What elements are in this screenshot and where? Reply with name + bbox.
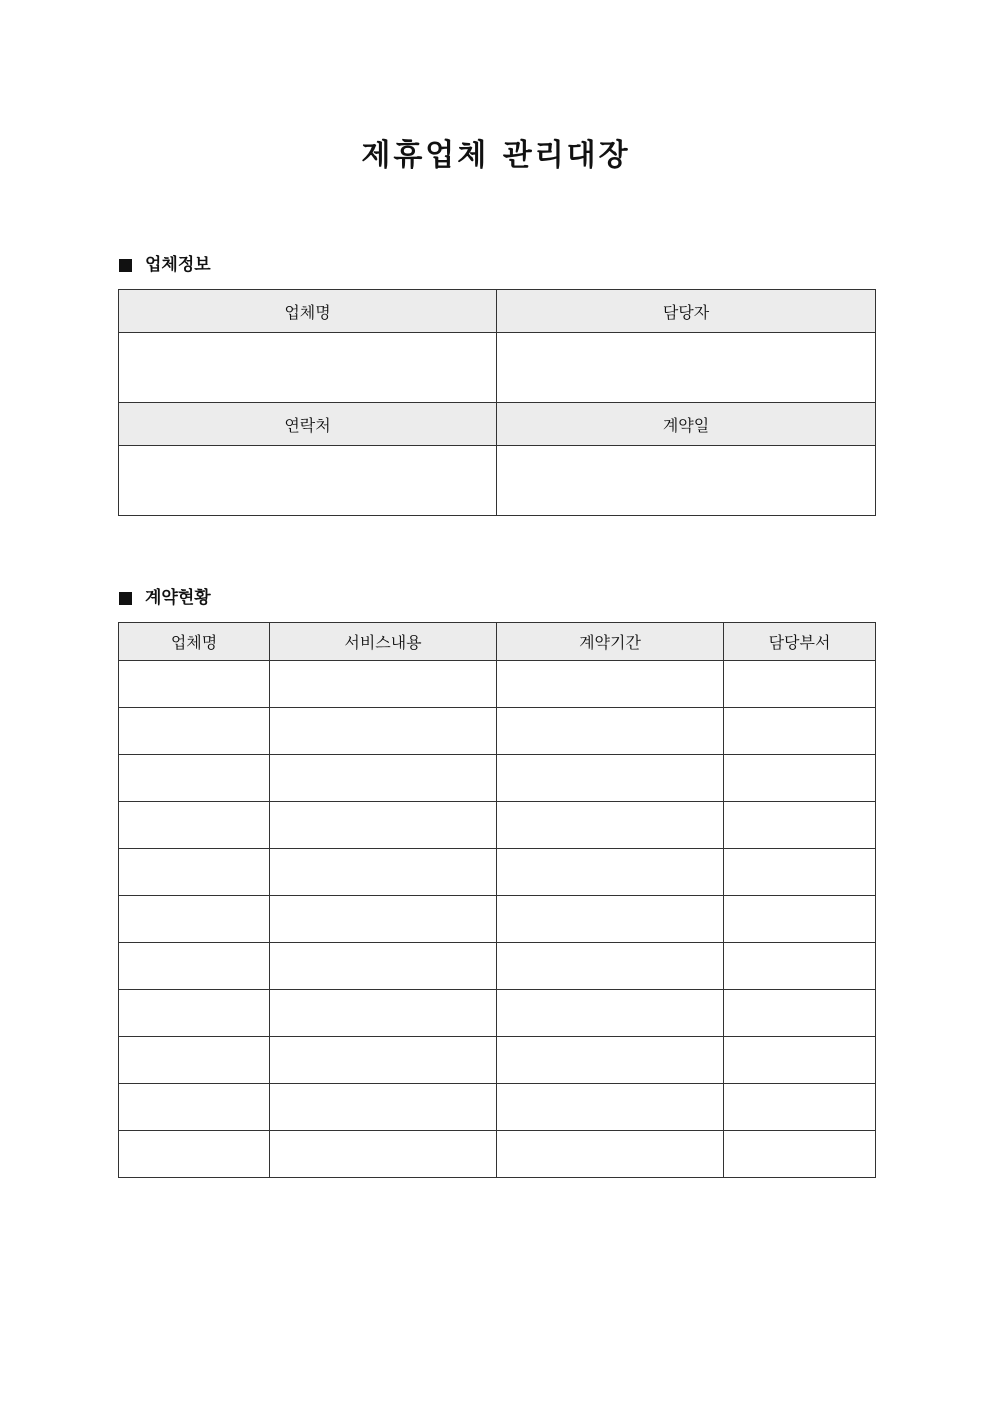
table-row: [119, 446, 876, 516]
department-cell[interactable]: [724, 990, 876, 1037]
department-cell[interactable]: [724, 896, 876, 943]
column-header-service-content: 서비스내용: [270, 623, 497, 661]
column-header-contract-period: 계약기간: [497, 623, 724, 661]
service-content-cell[interactable]: [270, 661, 497, 708]
department-cell[interactable]: [724, 1131, 876, 1178]
table-row: [119, 1037, 876, 1084]
table-header-row: [119, 290, 876, 333]
department-cell[interactable]: [724, 849, 876, 896]
square-bullet-icon: [119, 259, 132, 272]
table-row: [119, 943, 876, 990]
department-cell[interactable]: [724, 943, 876, 990]
section-heading-company-info: [119, 253, 211, 277]
service-content-cell[interactable]: [270, 1084, 497, 1131]
company-name-cell[interactable]: [119, 1037, 270, 1084]
department-cell[interactable]: [724, 755, 876, 802]
company-name-cell[interactable]: [119, 1084, 270, 1131]
table-header-row: [119, 403, 876, 446]
contract-date-field[interactable]: [497, 446, 876, 516]
contract-period-cell[interactable]: [497, 755, 724, 802]
department-cell[interactable]: [724, 802, 876, 849]
document-title: 제휴업체 관리대장: [361, 138, 631, 173]
department-cell[interactable]: [724, 661, 876, 708]
contract-period-cell[interactable]: [497, 802, 724, 849]
table-row: [119, 755, 876, 802]
section-heading-contract-status: [119, 586, 211, 610]
contract-period-cell[interactable]: [497, 896, 724, 943]
company-info-table: [118, 289, 876, 516]
section-heading-label: 업체정보: [145, 255, 211, 275]
contract-period-cell[interactable]: [497, 1037, 724, 1084]
table-row: [119, 1131, 876, 1178]
contract-period-cell[interactable]: [497, 1084, 724, 1131]
contact-field[interactable]: [119, 446, 497, 516]
company-name-cell[interactable]: [119, 661, 270, 708]
table-row: [119, 661, 876, 708]
service-content-cell[interactable]: [270, 1131, 497, 1178]
contract-status-table: [118, 622, 876, 1178]
company-name-cell[interactable]: [119, 990, 270, 1037]
section-heading-label: 계약현황: [145, 588, 211, 608]
service-content-cell[interactable]: [270, 849, 497, 896]
column-header-company-name: 업체명: [119, 623, 270, 661]
table-row: [119, 333, 876, 403]
company-name-field[interactable]: [119, 333, 497, 403]
label-manager: 담당자: [497, 290, 876, 333]
company-name-cell[interactable]: [119, 943, 270, 990]
service-content-cell[interactable]: [270, 990, 497, 1037]
table-row: [119, 990, 876, 1037]
company-name-cell[interactable]: [119, 1131, 270, 1178]
company-name-cell[interactable]: [119, 755, 270, 802]
company-name-cell[interactable]: [119, 708, 270, 755]
contract-period-cell[interactable]: [497, 849, 724, 896]
department-cell[interactable]: [724, 1037, 876, 1084]
service-content-cell[interactable]: [270, 943, 497, 990]
table-row: [119, 802, 876, 849]
table-row: [119, 849, 876, 896]
department-cell[interactable]: [724, 1084, 876, 1131]
contract-period-cell[interactable]: [497, 661, 724, 708]
contract-period-cell[interactable]: [497, 708, 724, 755]
contract-period-cell[interactable]: [497, 1131, 724, 1178]
column-header-department: 담당부서: [724, 623, 876, 661]
label-contact: 연락처: [119, 403, 497, 446]
service-content-cell[interactable]: [270, 802, 497, 849]
square-bullet-icon: [119, 592, 132, 605]
department-cell[interactable]: [724, 708, 876, 755]
table-row: [119, 896, 876, 943]
service-content-cell[interactable]: [270, 708, 497, 755]
contract-table-body: [119, 661, 876, 1178]
contract-period-cell[interactable]: [497, 943, 724, 990]
manager-field[interactable]: [497, 333, 876, 403]
service-content-cell[interactable]: [270, 896, 497, 943]
table-row: [119, 1084, 876, 1131]
contract-period-cell[interactable]: [497, 990, 724, 1037]
table-header-row: [119, 623, 876, 661]
service-content-cell[interactable]: [270, 1037, 497, 1084]
company-name-cell[interactable]: [119, 896, 270, 943]
service-content-cell[interactable]: [270, 755, 497, 802]
table-row: [119, 708, 876, 755]
label-company-name: 업체명: [119, 290, 497, 333]
company-name-cell[interactable]: [119, 802, 270, 849]
company-name-cell[interactable]: [119, 849, 270, 896]
label-contract-date: 계약일: [497, 403, 876, 446]
